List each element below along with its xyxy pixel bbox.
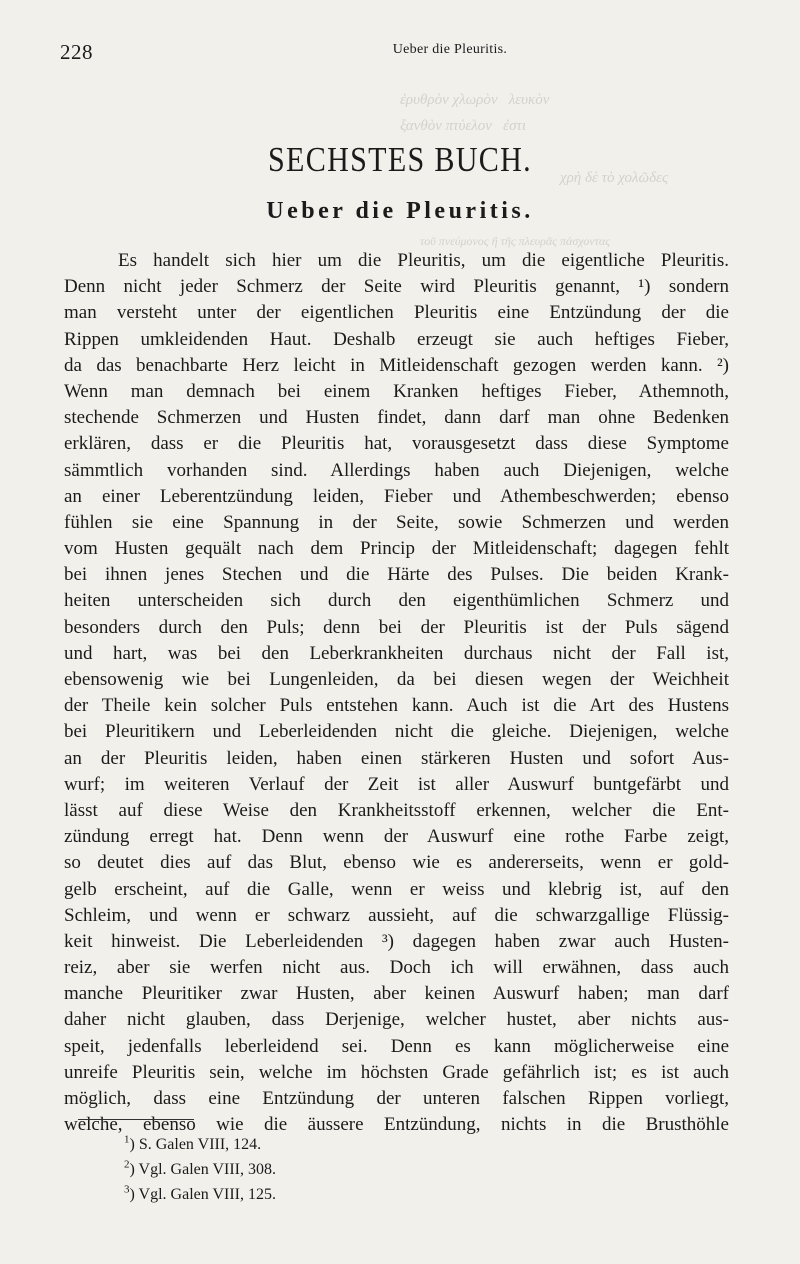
text-line: Schleim, und wenn er schwarz aussieht, auf die schwarzgallige Flüssig- <box>64 904 729 926</box>
footnote-mark: 2 <box>124 1158 130 1171</box>
text-line: vom Husten gequält nach dem Princip der Mitleidenschaft; dagegen fehlt <box>64 538 729 560</box>
chapter-title: Ueber die Pleuritis. <box>266 198 534 224</box>
footnote-rule <box>78 1119 194 1120</box>
text-line: besonders durch den Puls; denn bei der Pleuritis ist der Puls sägend <box>64 616 729 638</box>
footnote-text: Vgl. Galen VIII, 125. <box>138 1186 276 1203</box>
text-line: reiz, aber sie werfen nicht aus. Doch ich will erwähnen, dass auch <box>64 957 729 979</box>
body-text <box>64 248 729 1138</box>
text-line: gelb erscheint, auf die Galle, wenn er weiss und klebrig ist, auf den <box>64 878 729 900</box>
footnote-text: S. Galen VIII, 124. <box>138 1136 262 1153</box>
book-title: SECHSTES BUCH. <box>268 140 532 179</box>
text-line: speit, jedenfalls leberleidend sei. Denn es kann möglicherweise eine <box>64 1035 729 1057</box>
text-line: Es handelt sich hier um die Pleuritis, um die eigentliche Pleuritis. <box>118 250 729 271</box>
footnote: $^2$) Vgl. Galen VIII, 308. <box>124 1158 276 1178</box>
footnote-mark: 1 <box>124 1133 130 1146</box>
bleed-through-text: χρὴ δὲ τὸ χολῶδες <box>560 170 669 186</box>
bleed-through-text: ἐρυθρὸν χλωρὸν λευκὸν <box>400 92 550 108</box>
text-line: stechende Schmerzen und Husten findet, dann darf man ohne Bedenken <box>64 407 729 429</box>
text-line: wurf; im weiteren Verlauf der Zeit ist aller Auswurf buntgefärbt und <box>64 773 729 795</box>
text-line: erklären, dass er die Pleuritis hat, vorausgesetzt dass diese Symptome <box>64 433 729 455</box>
text-line: heiten unterscheiden sich durch den eigenthümlichen Schmerz und <box>64 590 729 612</box>
page-number: 228 <box>60 40 93 64</box>
bleed-through-text: τοῦ πνεύμονος ἢ τῆς πλευρᾶς πάσχοντας <box>420 234 611 248</box>
text-line: daher nicht glauben, dass Derjenige, welcher hustet, aber nichts aus- <box>64 1009 729 1031</box>
text-line: bei Pleuritikern und Leberleidenden nicht die gleiche. Diejenigen, welche <box>64 721 729 743</box>
text-line: manche Pleuritiker zwar Husten, aber keinen Auswurf haben; man darf <box>64 983 729 1005</box>
text-line: man versteht unter der eigentlichen Pleuritis eine Entzündung der die <box>64 302 729 324</box>
text-line: der Theile kein solcher Puls entstehen kann. Auch ist die Art des Hustens <box>64 695 729 717</box>
text-line: welche, ebenso wie die äussere Entzündung, nichts in die Brusthöhle <box>64 1114 729 1136</box>
bleed-through-text: ξανθὸν πτύελον ἐστι <box>400 118 527 134</box>
text-line: an einer Leberentzündung leiden, Fieber und Athembeschwerden; ebenso <box>64 485 729 507</box>
footnote: $^1$) S. Galen VIII, 124. <box>124 1133 262 1153</box>
page-header <box>60 40 740 70</box>
text-line: lässt auf diese Weise den Krankheitsstoff erkennen, welcher die Ent- <box>64 799 729 821</box>
text-line: keit hinweist. Die Leberleidenden ³) dagegen haben zwar auch Husten- <box>64 930 729 952</box>
running-head: Ueber die Pleuritis. <box>392 42 508 57</box>
text-line: bei ihnen jenes Stechen und die Härte des Pulses. Die beiden Krank- <box>64 564 729 586</box>
footnote-text: Vgl. Galen VIII, 308. <box>138 1161 276 1178</box>
text-line: unreife Pleuritis sein, welche im höchsten Grade gefährlich ist; es ist auch <box>64 1061 729 1083</box>
text-line: Rippen umkleidenden Haut. Deshalb erzeugt sie auch heftiges Fieber, <box>64 328 729 350</box>
text-line: an der Pleuritis leiden, haben einen stärkeren Husten und sofort Aus- <box>64 747 729 769</box>
text-line: und hart, was bei den Leberkrankheiten durchaus nicht der Fall ist, <box>64 642 729 664</box>
text-line: so deutet dies auf das Blut, ebenso wie es andererseits, wenn er gold- <box>64 852 729 874</box>
footnote: $^3$) Vgl. Galen VIII, 125. <box>124 1183 276 1203</box>
text-line: Wenn man demnach bei einem Kranken heftiges Fieber, Athemnoth, <box>64 380 729 402</box>
text-line: ebensowenig wie bei Lungenleiden, da bei diesen wegen der Weichheit <box>64 669 729 690</box>
text-line: zündung erregt hat. Denn wenn der Auswurf eine rothe Farbe zeigt, <box>64 826 729 848</box>
text-line: Denn nicht jeder Schmerz der Seite wird Pleuritis genannt, ¹) sondern <box>64 276 729 298</box>
footnotes <box>124 1132 276 1207</box>
text-line: fühlen sie eine Spannung in der Seite, sowie Schmerzen und werden <box>64 511 729 533</box>
text-line: da das benachbarte Herz leicht in Mitleidenschaft gezogen werden kann. ²) <box>64 354 729 376</box>
footnote-mark: 3 <box>124 1183 130 1196</box>
text-line: sämmtlich vorhanden sind. Allerdings haben auch Diejenigen, welche <box>64 459 729 481</box>
text-line: möglich, dass eine Entzündung der unteren falschen Rippen vorliegt, <box>64 1088 729 1109</box>
